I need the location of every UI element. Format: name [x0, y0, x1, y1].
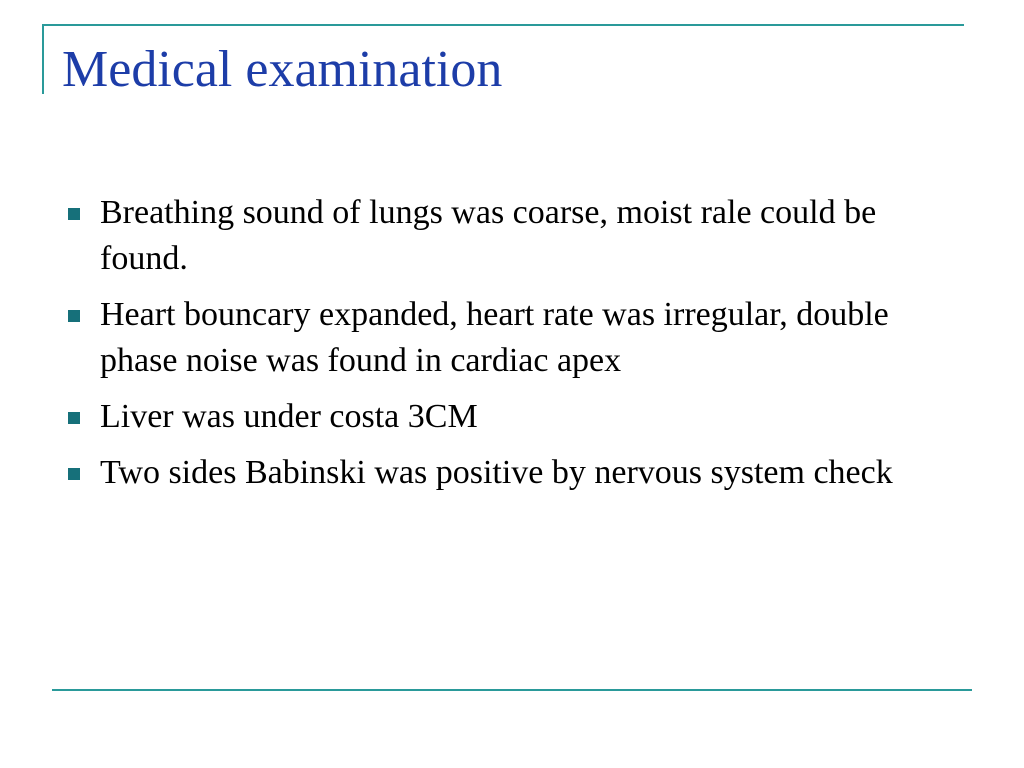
- bullet-text: Two sides Babinski was positive by nervous system check: [100, 454, 893, 491]
- square-bullet-icon: [68, 412, 80, 424]
- bullet-text: Breathing sound of lungs was coarse, moist rale could be found.: [100, 194, 877, 277]
- square-bullet-icon: [68, 208, 80, 220]
- bullet-text: Liver was under costa 3CM: [100, 398, 478, 435]
- bullet-item: [62, 292, 982, 384]
- left-accent-rule: [42, 24, 44, 94]
- square-bullet-icon: [68, 310, 80, 322]
- bullet-list: [62, 190, 982, 506]
- bullet-item: [62, 190, 982, 282]
- bullet-item: [62, 394, 982, 440]
- bullet-text: Heart bouncary expanded, heart rate was irregular, double phase noise was found in cardiac apex: [100, 296, 889, 379]
- square-bullet-icon: [68, 468, 80, 480]
- slide-title: Medical examination: [62, 41, 503, 98]
- bottom-divider-rule: [52, 689, 972, 691]
- top-accent-rule: [42, 24, 964, 26]
- bullet-item: [62, 450, 982, 496]
